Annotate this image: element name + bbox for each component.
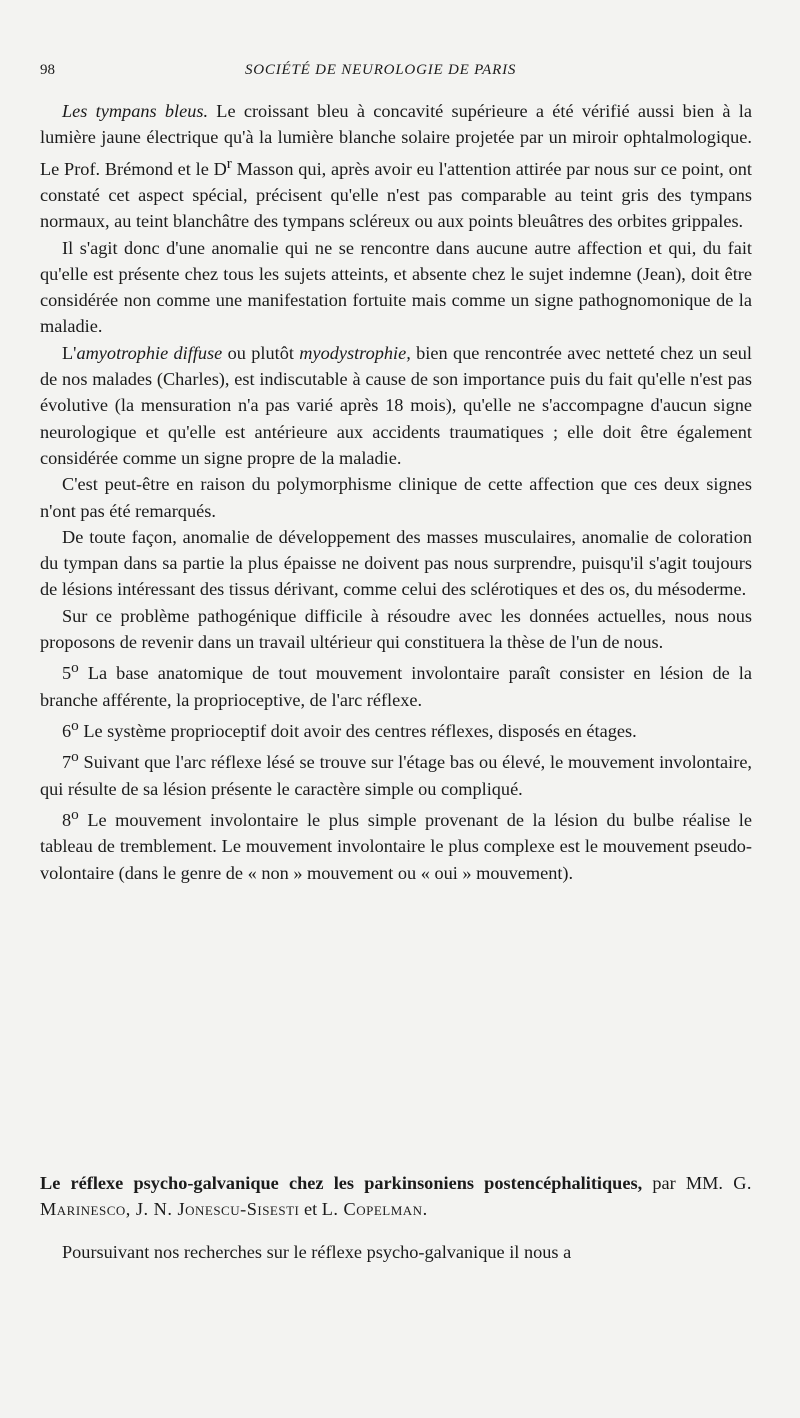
- article-body: [40, 98, 752, 886]
- paragraph-tympans: Les tympans bleus. Le croissant bleu à concavité supérieure a été vérifié aussi bien à la lumière jaune électrique qu'à la lumière blanche solaire projetée par un miroir ophtalmologique. Le Prof. Brémond et le $D^r$ Masson qui, après avoir eu l'attention attirée par nous sur ce point, ont constaté cet aspect spécial, précisent qu'elle n'est pas comparable au teint gris des tympans normaux, au teint blanchâtre des tympans scléreux ou aux points bleuâtres des orbites grippales.: [40, 101, 752, 232]
- paragraph-developpement: De toute façon, anomalie de développement des masses musculaires, anomalie de coloration du tympan dans sa partie la plus épaisse ne doivent pas nous surprendre, puisqu'il s'agit toujours de lésions intéressant des tissus dérivant, comme celui des sclérotiques et des os, du mésoderme.: [40, 526, 752, 600]
- article-intro: Poursuivant nos recherches sur le réflexe psycho-galvanique il nous a: [62, 1241, 572, 1262]
- article-authors: G. Marinesco, J. N. Jonescu-Sisesti: [40, 1173, 752, 1220]
- paragraph-lead: Les tympans bleus.: [62, 101, 209, 121]
- paragraph-point-8: 8$^o$ Le mouvement involontaire le plus simple provenant de la lésion du bulbe réalise le tableau de tremblement. Le mouvement involontaire le plus complexe est le mouvement pseudo-volontaire (dans le genre de « non » mouvement ou « oui » mouvement).: [40, 806, 752, 883]
- running-header: [40, 62, 752, 86]
- paragraph-anomalie: Il s'agit donc d'une anomalie qui ne se rencontre dans aucune autre affection et qui, du fait qu'elle est présente chez tous les sujets atteints, et absente chez le sujet indemne (Jean), doit être considérée non comme une manifestation fortuite mais comme un signe pathognomonique de la maladie.: [40, 237, 752, 337]
- paragraph-pathogenique: Sur ce problème pathogénique difficile à résoudre avec les données actuelles, nous nous proposons de revenir dans un travail ultérieur qui constituera la thèse de l'un de nous.: [40, 605, 752, 653]
- page-number: 98: [40, 62, 55, 78]
- article-author-last: L. Copelman.: [321, 1199, 428, 1220]
- paragraph-point-5: 5$^o$ La base anatomique de tout mouvement involontaire paraît consister en lésion de la branche afférente, la proprioceptive, de l'arc réflexe.: [40, 659, 752, 710]
- article-heading: Le réflexe psycho-galvanique chez les parkinsoniens postencéphalitiques, par MM. G. Marinesco, J. N. Jonescu-Sisesti et L. Copelman.: [40, 1173, 752, 1220]
- running-title: SOCIÉTÉ DE NEUROLOGIE DE PARIS: [245, 62, 517, 78]
- article-title: Le réflexe psycho-galvanique chez les parkinsoniens postencéphalitiques,: [40, 1173, 643, 1193]
- paragraph-amyotrophie: L'amyotrophie diffuse ou plutôt myodystrophie, bien que rencontrée avec netteté chez un seul de nos malades (Charles), est indiscutable à cause de son importance puis du fait qu'elle n'est pas évolutive (la mensuration n'a pas varié après 18 mois), qu'elle ne s'accompagne d'aucun signe neurologique et qu'elle est antérieure aux accidents traumatiques ; elle doit être également considérée comme un signe propre de la maladie.: [40, 342, 753, 468]
- new-article-section: [40, 1170, 752, 1265]
- paragraph-point-6: 6$^o$ Le système proprioceptif doit avoir des centres réflexes, disposés en étages.: [62, 717, 637, 742]
- paragraph-point-7: 7$^o$ Suivant que l'arc réflexe lésé se trouve sur l'étage bas ou élevé, le mouvement involontaire, qui résulte de sa lésion présente le caractère simple ou compliqué.: [40, 748, 752, 799]
- paragraph-polymorphisme: C'est peut-être en raison du polymorphisme clinique de cette affection que ces deux signes n'ont pas été remarqués.: [40, 474, 752, 521]
